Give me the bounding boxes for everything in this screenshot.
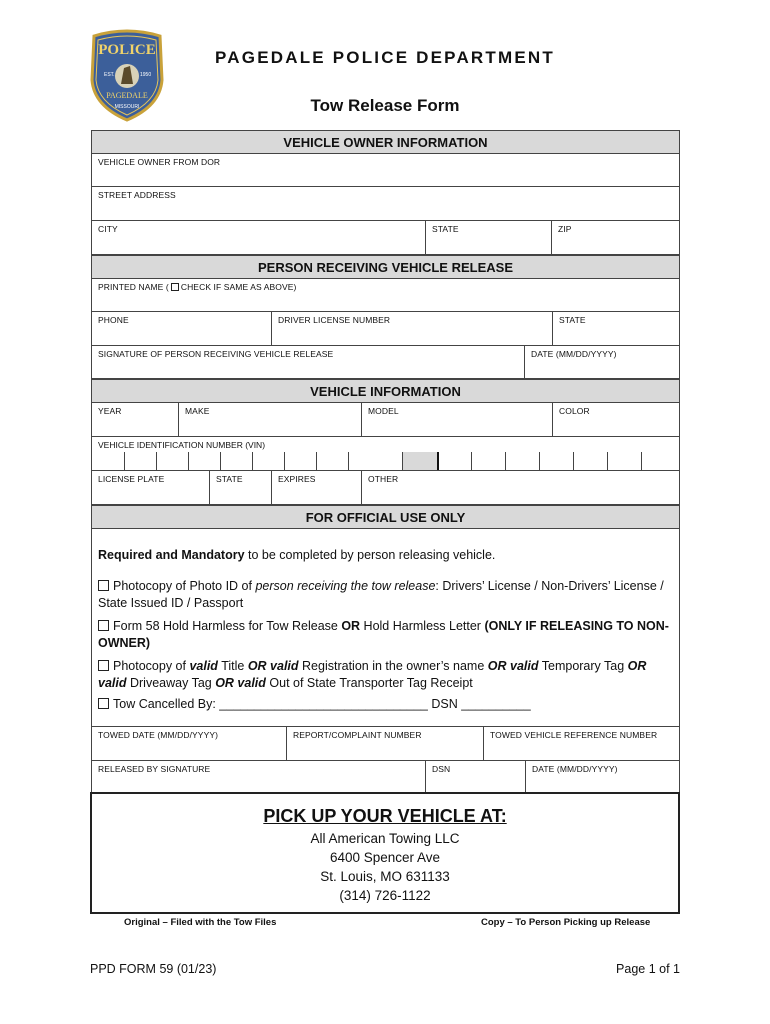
owner-state-field[interactable]: STATE [426,221,552,254]
hold-harmless-checkbox[interactable] [98,620,109,631]
make-field[interactable]: MAKE [179,403,362,436]
pickup-heading: PICK UP YOUR VEHICLE AT: [263,806,507,826]
vin-character-boxes [92,452,679,470]
requirement-title-registration: Photocopy of valid Title OR valid Registration in the owner’s name OR valid Temporary Tag OR valid Driveaway Tag OR valid Out of State Transporter Tag Receipt [98,659,647,690]
requirement-tow-cancelled: Tow Cancelled By: ______________________________ DSN __________ [98,696,673,713]
title-registration-checkbox[interactable] [98,660,109,671]
color-field[interactable]: COLOR [559,406,590,416]
plate-state-field[interactable]: STATE [210,471,272,504]
release-date-field[interactable]: DATE (MM/DD/YYYY) [532,764,618,774]
department-name: PAGEDALE POLICE DEPARTMENT [215,48,555,67]
towed-reference-field[interactable]: TOWED VEHICLE REFERENCE NUMBER [490,730,658,740]
pickup-location-box [90,792,680,914]
tow-company-name: All American Towing LLC [310,831,460,846]
form-title: Tow Release Form [310,96,460,115]
page-number: Page 1 of 1 [616,962,680,976]
year-field[interactable]: YEAR [92,403,179,436]
tow-release-form [91,130,680,794]
same-as-above-label: CHECK IF SAME AS ABOVE) [180,282,297,292]
owner-from-dor-field[interactable]: VEHICLE OWNER FROM DOR [98,157,221,167]
section-vehicle-information: VEHICLE INFORMATION [92,379,679,403]
requirement-photo-id: Photocopy of Photo ID of person receiving the tow release: Drivers’ License / Non-Drivers’ License / State Issued ID / Passport [98,579,664,610]
tow-company-phone: (314) 726-1122 [339,888,431,903]
printed-name-label: PRINTED NAME ( [98,282,169,292]
section-official-use: FOR OFFICIAL USE ONLY [92,505,679,529]
same-as-above-checkbox[interactable] [171,283,179,291]
svg-text:EST.: EST. [104,72,115,78]
street-address-field[interactable]: STREET ADDRESS [98,190,176,200]
model-field[interactable]: MODEL [362,403,553,436]
license-plate-field[interactable]: LICENSE PLATE [92,471,210,504]
other-field[interactable]: OTHER [368,474,399,484]
tow-company-city: St. Louis, MO 631133 [320,869,450,884]
receiver-signature-field[interactable]: SIGNATURE OF PERSON RECEIVING VEHICLE RELEASE [92,346,525,378]
released-by-signature-field[interactable]: RELEASED BY SIGNATURE [92,761,426,793]
official-requirements: Required and Mandatory to be completed by person releasing vehicle. Photocopy of Photo ID of person receiving the tow release: Drivers’ License / Non-Drivers’ License / State Issued ID / Passport Form 58 Hold Harmless for Tow Release OR Hold Harmless Letter (ONLY IF RELEASING TO NON-OWNER) Photocopy of valid Title OR valid Registration in the owner’s name OR valid Temporary Tag OR valid Driveaway Tag OR valid Out of State Transporter Tag Receipt Tow Cancelled By: ______________________________ DSN __________ [92,529,679,726]
printed-name-field[interactable] [92,279,679,311]
phone-field[interactable]: PHONE [92,312,272,345]
tow-cancelled-checkbox[interactable] [98,698,109,709]
receiver-state-field[interactable]: STATE [559,315,586,325]
zip-field[interactable]: ZIP [558,224,572,234]
requirement-hold-harmless: Form 58 Hold Harmless for Tow Release OR Hold Harmless Letter (ONLY IF RELEASING TO NON-OWNER) [98,619,669,650]
svg-text:PAGEDALE: PAGEDALE [106,91,148,100]
vin-field[interactable] [92,437,679,471]
receiver-date-field[interactable]: DATE (MM/DD/YYYY) [531,349,617,359]
report-number-field[interactable]: REPORT/COMPLAINT NUMBER [287,727,484,760]
svg-text:POLICE: POLICE [98,42,156,58]
person-copy-note: Copy – To Person Picking up Release [481,917,651,928]
section-person-receiving: PERSON RECEIVING VEHICLE RELEASE [92,255,679,279]
dsn-field[interactable]: DSN [426,761,526,793]
expires-field[interactable]: EXPIRES [272,471,362,504]
photo-id-checkbox[interactable] [98,580,109,591]
svg-text:MISSOURI: MISSOURI [114,104,140,110]
towed-date-field[interactable]: TOWED DATE (MM/DD/YYYY) [92,727,287,760]
svg-text:1950: 1950 [140,72,152,78]
form-number: PPD FORM 59 (01/23) [90,962,217,976]
section-vehicle-owner: VEHICLE OWNER INFORMATION [92,131,679,154]
driver-license-field[interactable]: DRIVER LICENSE NUMBER [272,312,553,345]
city-field[interactable]: CITY [92,221,426,254]
original-copy-note: Original – Filed with the Tow Files [124,917,277,928]
tow-company-street: 6400 Spencer Ave [329,850,441,865]
vin-label: VEHICLE IDENTIFICATION NUMBER (VIN) [98,440,266,450]
